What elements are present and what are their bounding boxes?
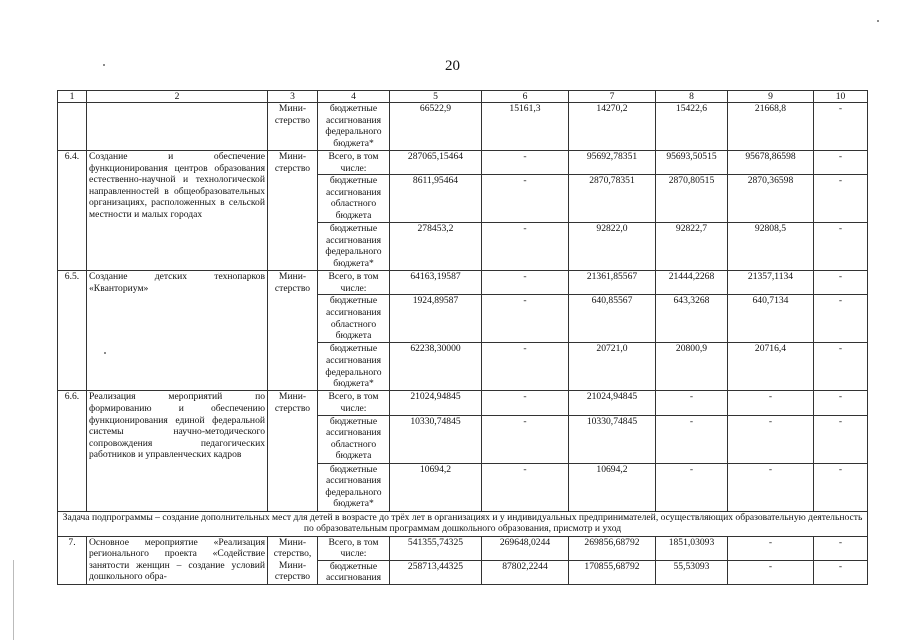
amount-cell: 2870,36598 <box>728 175 814 223</box>
amount-cell: - <box>814 223 868 271</box>
table-row <box>58 391 868 415</box>
amount-cell: 1924,89587 <box>390 295 482 343</box>
amount-cell: - <box>656 391 728 415</box>
item-name-cell: Создание и обеспечение функционирования центров образования естественно-научной и технологической направленностей в общеобразовательных организациях, расположенных в сельской местности и малых городах <box>87 151 268 271</box>
amount-cell: - <box>728 560 814 584</box>
scan-speck <box>104 352 106 354</box>
amount-cell: - <box>482 295 569 343</box>
budget-table <box>57 90 868 585</box>
amount-cell: - <box>814 295 868 343</box>
amount-cell: 21444,2268 <box>656 271 728 295</box>
amount-cell: 640,85567 <box>569 295 656 343</box>
amount-cell: - <box>482 391 569 415</box>
amount-cell: 10330,74845 <box>390 415 482 463</box>
item-number-cell: 6.6. <box>58 391 87 511</box>
amount-cell: - <box>728 463 814 511</box>
task-cell: Задача подпрограммы – создание дополнительных мест для детей в возрасте до трёх лет в организациях и у индивидуальных предпринимателей, осуществляющих образовательную деятельность по образовательным программам дошкольного образования, присмотр и уход <box>58 511 868 536</box>
item-number-cell: 6.5. <box>58 271 87 391</box>
item-number-cell: 7. <box>58 536 87 584</box>
scan-edge-line <box>13 560 14 640</box>
header-row <box>58 91 868 103</box>
amount-cell: 62238,30000 <box>390 343 482 391</box>
amount-cell: - <box>482 463 569 511</box>
table-row <box>58 271 868 295</box>
amount-cell: 95693,50515 <box>656 151 728 175</box>
executor-cell: Мини-стерство <box>268 103 318 151</box>
item-name-cell: Реализация мероприятий по формированию и обеспечению функционирования единой федеральной системы научно-методического сопровождения педагогических работников и управленческих кадров <box>87 391 268 511</box>
header-cell: 9 <box>728 91 814 103</box>
executor-cell: Мини-стерство <box>268 271 318 391</box>
amount-cell: 258713,44325 <box>390 560 482 584</box>
amount-cell: - <box>814 175 868 223</box>
funding-type-cell: бюджетные ассигнования федерального бюджета* <box>318 343 390 391</box>
funding-type-cell: бюджетные ассигнования <box>318 560 390 584</box>
amount-cell: 170855,68792 <box>569 560 656 584</box>
executor-cell: Мини-стерство <box>268 151 318 271</box>
header-cell: 6 <box>482 91 569 103</box>
amount-cell: 92808,5 <box>728 223 814 271</box>
amount-cell: - <box>814 103 868 151</box>
funding-type-cell: бюджетные ассигнования федерального бюджета* <box>318 103 390 151</box>
header-cell: 8 <box>656 91 728 103</box>
amount-cell: - <box>482 415 569 463</box>
funding-type-cell: бюджетные ассигнования областного бюджета <box>318 295 390 343</box>
item-number-cell: 6.4. <box>58 151 87 271</box>
funding-type-cell: бюджетные ассигнования федерального бюджета* <box>318 223 390 271</box>
task-row <box>58 511 868 536</box>
funding-type-cell: бюджетные ассигнования федерального бюджета* <box>318 463 390 511</box>
table-row <box>58 151 868 175</box>
funding-type-cell: бюджетные ассигнования областного бюджета <box>318 415 390 463</box>
funding-type-cell: Всего, в том числе: <box>318 391 390 415</box>
amount-cell: 87802,2244 <box>482 560 569 584</box>
item-name-cell <box>87 103 268 151</box>
table-body <box>58 91 868 585</box>
amount-cell: - <box>482 271 569 295</box>
amount-cell: - <box>814 463 868 511</box>
amount-cell: 21361,85567 <box>569 271 656 295</box>
amount-cell: 95678,86598 <box>728 151 814 175</box>
amount-cell: 92822,7 <box>656 223 728 271</box>
executor-cell: Мини-стерство, Мини-стерство <box>268 536 318 584</box>
funding-type-cell: Всего, в том числе: <box>318 536 390 560</box>
amount-cell: 10694,2 <box>569 463 656 511</box>
amount-cell: - <box>728 391 814 415</box>
amount-cell: 278453,2 <box>390 223 482 271</box>
amount-cell: 21357,1134 <box>728 271 814 295</box>
amount-cell: 8611,95464 <box>390 175 482 223</box>
amount-cell: - <box>656 463 728 511</box>
amount-cell: 20721,0 <box>569 343 656 391</box>
amount-cell: 95692,78351 <box>569 151 656 175</box>
amount-cell: - <box>814 271 868 295</box>
amount-cell: 269856,68792 <box>569 536 656 560</box>
amount-cell: - <box>814 343 868 391</box>
header-cell: 5 <box>390 91 482 103</box>
amount-cell: 15161,3 <box>482 103 569 151</box>
amount-cell: 64163,19587 <box>390 271 482 295</box>
amount-cell: - <box>814 151 868 175</box>
funding-type-cell: Всего, в том числе: <box>318 151 390 175</box>
amount-cell: - <box>728 536 814 560</box>
header-cell: 10 <box>814 91 868 103</box>
amount-cell: 10330,74845 <box>569 415 656 463</box>
scan-speck <box>877 20 879 22</box>
amount-cell: - <box>482 151 569 175</box>
amount-cell: 541355,74325 <box>390 536 482 560</box>
page-number: 20 <box>445 58 460 74</box>
table-row <box>58 536 868 560</box>
item-number-cell <box>58 103 87 151</box>
amount-cell: 14270,2 <box>569 103 656 151</box>
amount-cell: 20800,9 <box>656 343 728 391</box>
amount-cell: - <box>814 391 868 415</box>
amount-cell: - <box>814 560 868 584</box>
header-cell: 1 <box>58 91 87 103</box>
amount-cell: 66522,9 <box>390 103 482 151</box>
amount-cell: - <box>482 223 569 271</box>
amount-cell: 92822,0 <box>569 223 656 271</box>
item-name-cell: Основное мероприятие «Реализация регионального проекта «Содействие занятости женщин – создание условий дошкольного обра- <box>87 536 268 584</box>
executor-cell: Мини-стерство <box>268 391 318 511</box>
header-cell: 4 <box>318 91 390 103</box>
funding-type-cell: Всего, в том числе: <box>318 271 390 295</box>
amount-cell: 20716,4 <box>728 343 814 391</box>
scan-speck <box>103 64 105 66</box>
amount-cell: 10694,2 <box>390 463 482 511</box>
amount-cell: 15422,6 <box>656 103 728 151</box>
amount-cell: 643,3268 <box>656 295 728 343</box>
amount-cell: 21668,8 <box>728 103 814 151</box>
amount-cell: 2870,80515 <box>656 175 728 223</box>
amount-cell: - <box>728 415 814 463</box>
amount-cell: - <box>656 415 728 463</box>
amount-cell: - <box>482 343 569 391</box>
amount-cell: 21024,94845 <box>569 391 656 415</box>
amount-cell: 2870,78351 <box>569 175 656 223</box>
amount-cell: 21024,94845 <box>390 391 482 415</box>
amount-cell: 640,7134 <box>728 295 814 343</box>
header-cell: 7 <box>569 91 656 103</box>
amount-cell: 269648,0244 <box>482 536 569 560</box>
amount-cell: - <box>482 175 569 223</box>
header-cell: 3 <box>268 91 318 103</box>
amount-cell: 1851,03093 <box>656 536 728 560</box>
amount-cell: - <box>814 536 868 560</box>
funding-type-cell: бюджетные ассигнования областного бюджета <box>318 175 390 223</box>
header-cell: 2 <box>87 91 268 103</box>
item-name-cell: Создание детских технопарков «Кванториум» <box>87 271 268 391</box>
amount-cell: - <box>814 415 868 463</box>
amount-cell: 55,53093 <box>656 560 728 584</box>
table-row <box>58 103 868 151</box>
amount-cell: 287065,15464 <box>390 151 482 175</box>
